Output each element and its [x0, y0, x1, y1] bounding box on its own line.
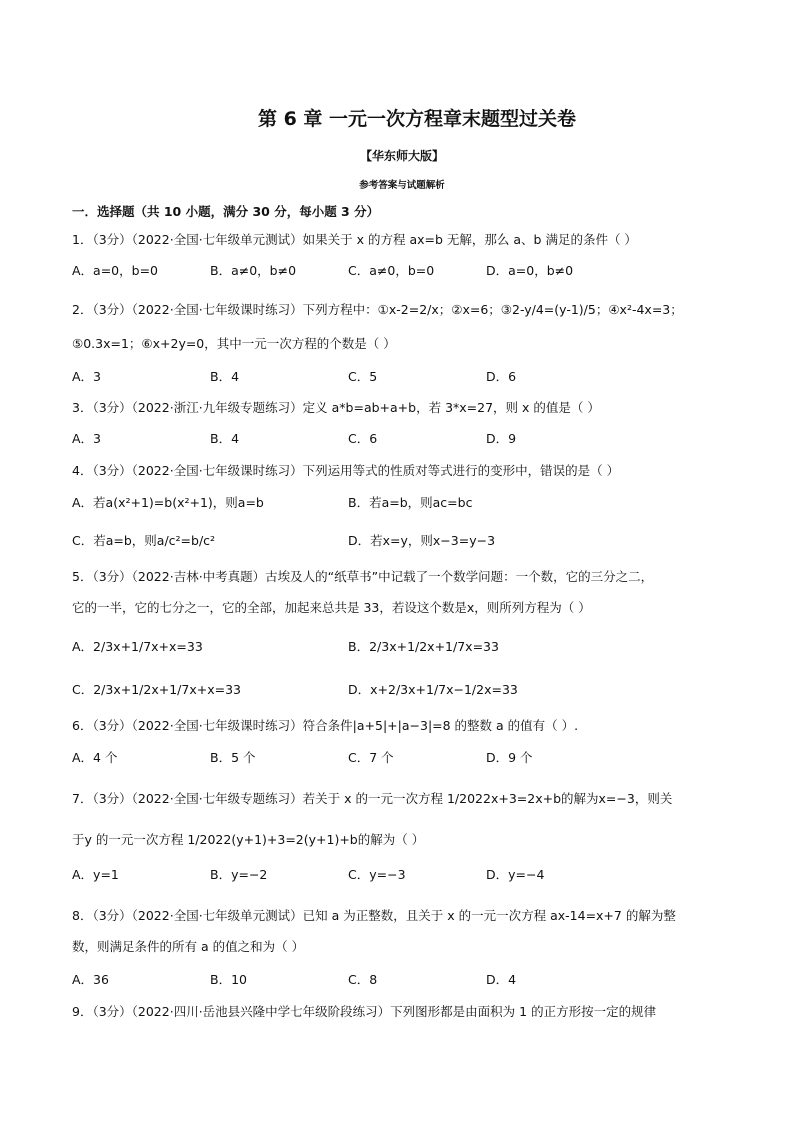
question-7-option-d: D．y=−4	[486, 867, 545, 882]
question-6-text: 6．（3分）（2022·全国·七年级课时练习）符合条件|a+5|+|a−3|=8 的整数 a 的值有（ ）.	[72, 718, 579, 733]
question-7-option-c: C．y=−3	[348, 867, 406, 882]
question-3-option-d: D．9	[486, 431, 517, 446]
question-7-option-a: A．y=1	[72, 867, 119, 882]
question-2-option-b: B．4	[210, 369, 240, 384]
question-1-option-c: C．a≠0，b=0	[348, 263, 435, 278]
question-2-text-line-1: 2．（3分）（2022·全国·七年级课时练习）下列方程中：①x-2=2/x；②x=6；③2-y/4=(y-1)/5；④x²-4x=3；	[72, 302, 683, 317]
question-7-text-line-2: 于y 的一元一次方程 1/2022(y+1)+3=2(y+1)+b的解为（ ）	[72, 832, 425, 847]
question-3-option-a: A．3	[72, 431, 102, 446]
question-1-option-d: D．a=0，b≠0	[486, 263, 574, 278]
question-5-option-d: D．x+2/3x+1/7x−1/2x=33	[348, 682, 518, 697]
question-6-option-b: B．5 个	[210, 750, 256, 765]
question-2-text-line-2: ⑤0.3x=1；⑥x+2y=0，其中一元一次方程的个数是（ ）	[72, 336, 396, 351]
edition-label: 【华东师大版】	[359, 149, 444, 163]
question-4-text: 4．（3分）（2022·全国·七年级课时练习）下列运用等式的性质对等式进行的变形中，错误的是（ ）	[72, 463, 620, 478]
question-5-option-b: B．2/3x+1/2x+1/7x=33	[348, 639, 499, 654]
question-4-option-b: B．若a=b，则ac=bc	[348, 495, 473, 510]
question-6-option-c: C．7 个	[348, 750, 394, 765]
question-8-option-a: A．36	[72, 972, 109, 987]
question-8-text-line-2: 数，则满足条件的所有 a 的值之和为（ ）	[72, 939, 305, 954]
question-5-text-line-2: 它的一半，它的七分之一，它的全部，加起来总共是 33，若设这个数是x，则所列方程为（ ）	[72, 600, 591, 615]
question-5-option-c: C．2/3x+1/2x+1/7x+x=33	[72, 682, 241, 697]
question-2-option-a: A．3	[72, 369, 102, 384]
question-2-option-d: D．6	[486, 369, 517, 384]
question-2-option-c: C．5	[348, 369, 378, 384]
answer-note: 参考答案与试题解析	[359, 180, 445, 191]
question-1-option-b: B．a≠0，b≠0	[210, 263, 297, 278]
section-heading: 一．选择题（共 10 小题，满分 30 分，每小题 3 分）	[72, 204, 380, 219]
question-8-option-b: B．10	[210, 972, 247, 987]
question-7-text-line-1: 7．（3分）（2022·全国·七年级专题练习）若关于 x 的一元一次方程 1/2022x+3=2x+b的解为x=−3，则关	[72, 791, 673, 806]
question-7-option-b: B．y=−2	[210, 867, 268, 882]
page-title: 第 6 章 一元一次方程章末题型过关卷	[257, 108, 577, 130]
question-1-text: 1．（3分）（2022·全国·七年级单元测试）如果关于 x 的方程 ax=b 无解，那么 a、b 满足的条件（ ）	[72, 232, 637, 247]
question-3-option-c: C．6	[348, 431, 378, 446]
question-9-text: 9．（3分）（2022·四川·岳池县兴隆中学七年级阶段练习）下列图形都是由面积为 1 的正方形按一定的规律	[72, 1004, 657, 1019]
question-8-text-line-1: 8．（3分）（2022·全国·七年级单元测试）已知 a 为正整数，且关于 x 的一元一次方程 ax-14=x+7 的解为整	[72, 908, 676, 923]
question-6-option-d: D．9 个	[486, 750, 533, 765]
question-4-option-c: C．若a=b，则a/c²=b/c²	[72, 533, 216, 548]
question-6-option-a: A．4 个	[72, 750, 118, 765]
question-3-text: 3．（3分）（2022·浙江·九年级专题练习）定义 a*b=ab+a+b，若 3*x=27，则 x 的值是（ ）	[72, 400, 600, 415]
question-4-option-d: D．若x=y，则x−3=y−3	[348, 533, 496, 548]
question-8-option-d: D．4	[486, 972, 517, 987]
question-5-text-line-1: 5．（3分）（2022·吉林·中考真题）古埃及人的“纸草书”中记载了一个数学问题：一个数，它的三分之二，	[72, 569, 654, 584]
question-8-option-c: C．8	[348, 972, 378, 987]
question-1-option-a: A．a=0，b=0	[72, 263, 158, 278]
question-4-option-a: A．若a(x²+1)=b(x²+1)，则a=b	[72, 495, 264, 510]
question-3-option-b: B．4	[210, 431, 240, 446]
question-5-option-a: A．2/3x+1/7x+x=33	[72, 639, 203, 654]
